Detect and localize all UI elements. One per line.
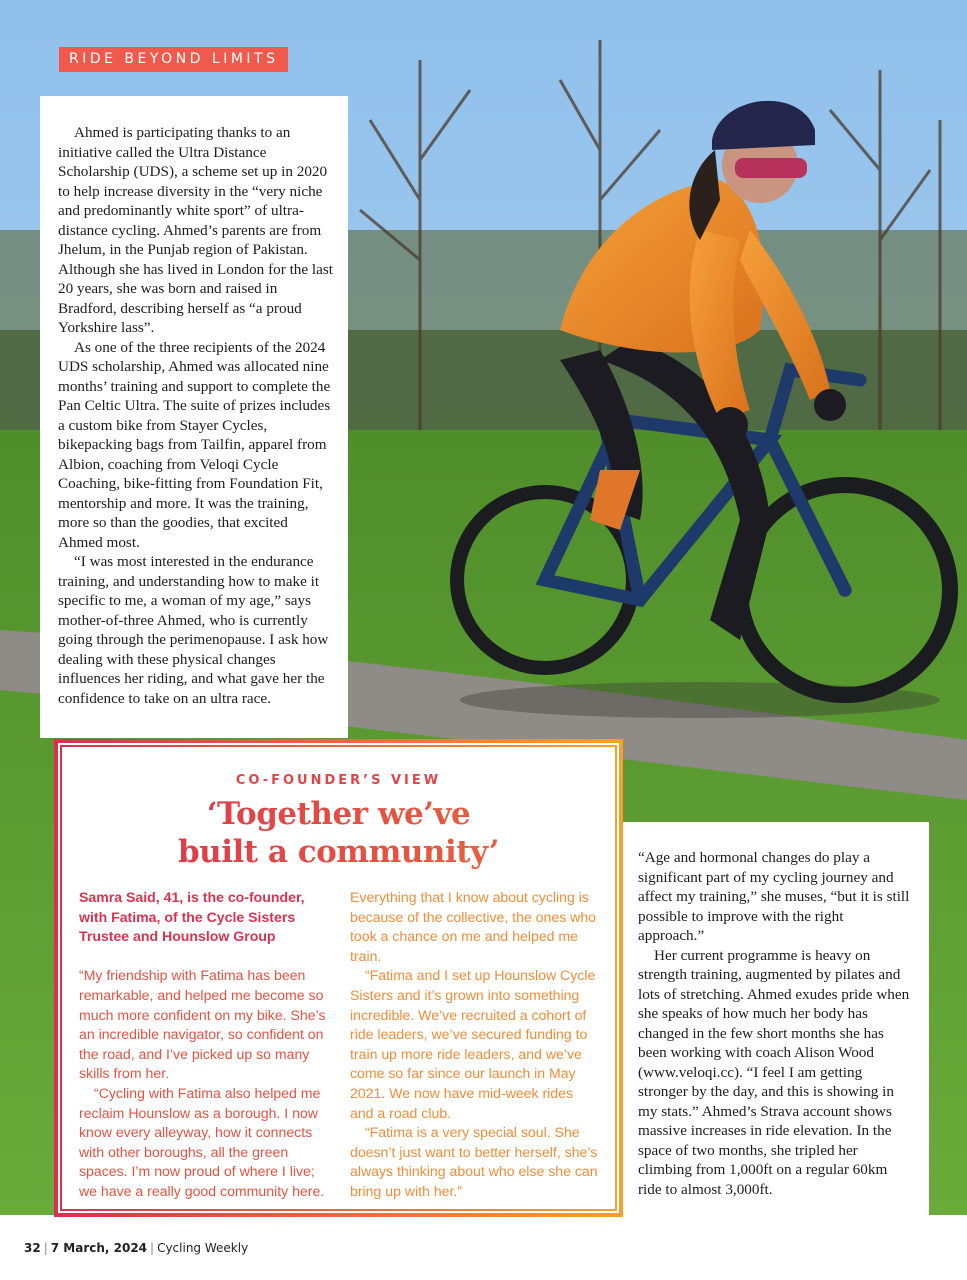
boxout-paragraph: “Fatima is a very special soul. She doesn’t just want to better herself, she’s always thinking about who else she can bring up with her.” [350,1124,598,1199]
page-number: 32 [24,1241,41,1255]
boxout-column-1 [79,888,335,1202]
body-paragraph: “I was most interested in the endurance training, and understanding how to make it specific to me, a woman of my age,” says mother-of-three Ahmed, who is currently going through the perimenopause. I ask how dealing with these physical changes influences her riding, and what gave her the confidence to take on an ultra race. [58,553,329,707]
left-text-column [40,96,348,738]
publication-name: Cycling Weekly [157,1241,249,1255]
boxout-intro: Samra Said, 41, is the co-founder, with Fatima, of the Cycle Sisters Trustee and Hounslow Group [79,889,305,945]
boxout-paragraph: “Fatima and I set up Hounslow Cycle Sisters and it’s grown into something incredible. We’ve recruited a cohort of ride leaders, we’ve secured funding to train up more ride leaders, and we’ve come so far since our launch in May 2021. We now have mid-week rides and a road club. [350,967,596,1121]
boxout-column-2 [350,888,600,1202]
body-paragraph: Her current programme is heavy on strength training, augmented by pilates and lots of stretching. Ahmed exudes pride when she speaks of how much her body has changed in the few short months she has been working with coach Alison Wood (www.veloqi.cc). “I feel I am getting stronger by the day, and this is showing in my stats.” Ahmed’s Strava account shows massive increases in ride elevation. In the space of two months, she tripled her climbing from 1,000ft on a regular 60km ride to almost 3,000ft. [638,946,910,1198]
boxout-paragraph: “Cycling with Fatima also helped me reclaim Hounslow as a borough. I now know every alleyway, how it connects with other boroughs, all the green spaces. I’m now proud of where I live; we have a really good community here. [79,1084,325,1199]
headline-line: ‘Together we’ve [206,796,471,832]
headline-line: built a community’ [177,834,500,870]
page-footer: 32 | 7 March, 2024 | Cycling Weekly [24,1241,249,1255]
cofounder-boxout [54,739,623,1217]
boxout-paragraph: “My friendship with Fatima has been remarkable, and helped me become so much more confident on my bike. She’s an incredible navigator, so confident on the road, and I’ve picked up so many skills from her. [79,967,326,1082]
boxout-headline [62,795,615,871]
section-tag: RIDE BEYOND LIMITS [59,47,288,72]
issue-date: 7 March, 2024 [50,1241,148,1255]
boxout-paragraph: Everything that I know about cycling is because of the collective, the ones who took a chance on me and helped me train. [350,889,597,964]
body-paragraph: Ahmed is participating thanks to an initiative called the Ultra Distance Scholarship (UDS), a scheme set up in 2020 to help increase diversity in the “very niche and predominantly white sport” of ultra-distance cycling. Ahmed’s parents are from Jhelum, in the Punjab region of Pakistan. Although she has lived in London for the last 20 years, she was born and raised in Bradford, describing herself as “a proud Yorkshire lass”. [58,124,334,336]
body-paragraph: “Age and hormonal changes do play a significant part of my cycling journey and affect my training,” she muses, “but it is still possible to improve with the right approach.” [638,849,910,944]
boxout-kicker: CO-FOUNDER’S VIEW [235,773,442,788]
right-text-column [623,822,929,1215]
body-paragraph: As one of the three recipients of the 2024 UDS scholarship, Ahmed was allocated nine months’ training and support to complete the Pan Celtic Ultra. The suite of prizes includes a custom bike from Stayer Cycles, bikepacking bags from Tailfin, apparel from Albion, coaching from Veloqi Cycle Coaching, bike-fitting from Foundation Fit, mentorship and more. It was the training, more so than the goodies, that excited Ahmed most. [58,338,331,551]
